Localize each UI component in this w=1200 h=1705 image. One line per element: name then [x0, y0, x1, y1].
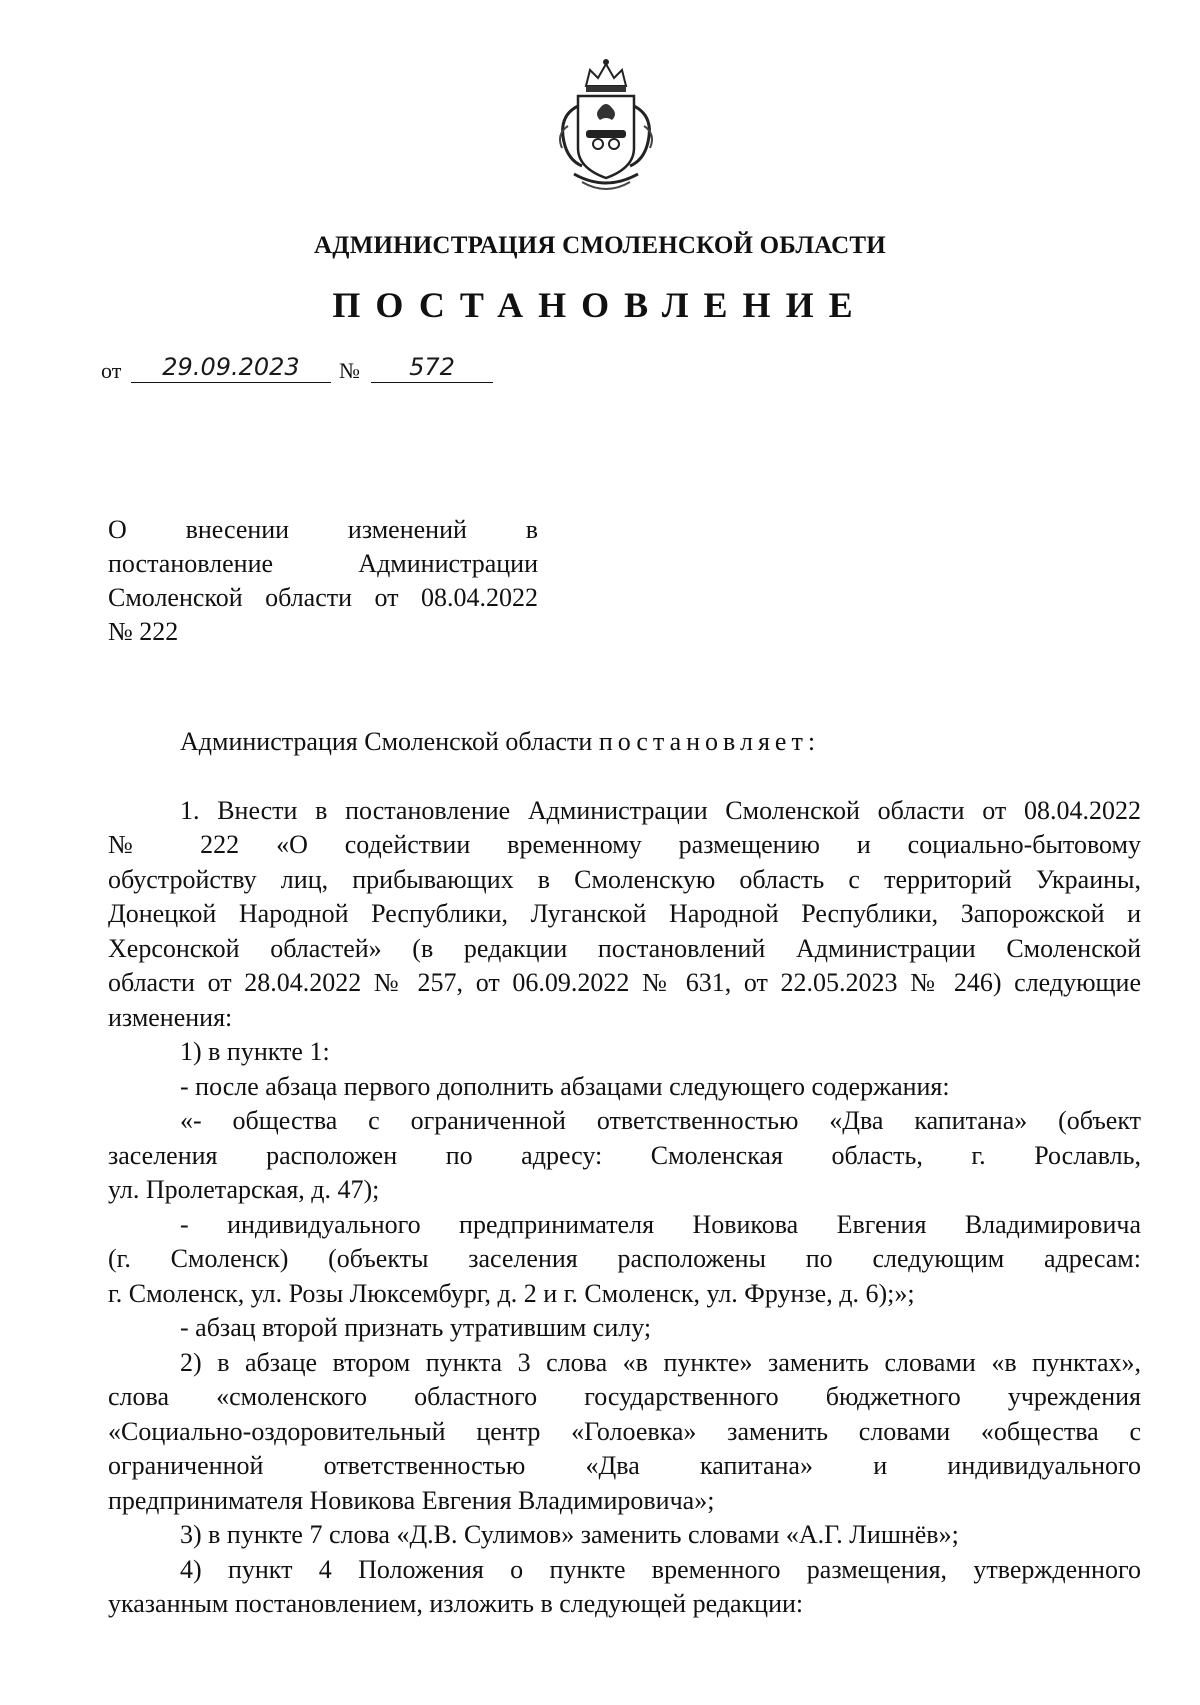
body-line: изменения: — [108, 1002, 233, 1032]
body-line: 2) в абзаце втором пункта 3 слова «в пункте» заменить словами «в пунктах», — [180, 1347, 1141, 1377]
coat-of-arms-icon — [548, 56, 664, 196]
body-line: г. Смоленск, ул. Розы Люксембург, д. 2 и г. Смоленск, ул. Фрунзе, д. 6);»; — [108, 1278, 915, 1308]
body-line: (г. Смоленск) (объекты заселения расположены по следующим адресам: — [108, 1244, 1141, 1273]
body-line: слова «смоленского областного государственного бюджетного учреждения — [108, 1382, 1141, 1411]
body-line: № 222 «О содействии временному размещению и социально-бытовому — [108, 830, 1141, 859]
date-label: от — [101, 358, 122, 383]
body-line: 4) пункт 4 Положения о пункте временного размещения, утвержденного — [180, 1554, 1141, 1584]
document-type-title: ПОСТАНОВЛЕНИЕ — [332, 285, 868, 325]
body-line: 1. Внести в постановление Администрации Смоленской области от 08.04.2022 — [180, 795, 1141, 825]
body-line: ул. Пролетарская, д. 47); — [108, 1175, 380, 1204]
body-line: предпринимателя Новикова Евгения Владимировича»; — [108, 1485, 715, 1515]
number-label: № — [339, 358, 360, 383]
handwritten-date: 29.09.2023 — [131, 352, 331, 383]
document-body — [108, 725, 1141, 1622]
subject-line: № 222 — [108, 617, 179, 646]
intro-spaced-word: постановляет: — [598, 727, 821, 756]
body-line: Донецкой Народной Республики, Луганской Народной Республики, Запорожской и — [108, 899, 1141, 928]
body-line: Херсонской областей» (в редакции постановлений Администрации Смоленской — [108, 933, 1141, 963]
body-line: «- общества с ограниченной ответственностью «Два капитана» (объект — [180, 1106, 1141, 1135]
body-line: - после абзаца первого дополнить абзацами следующего содержания: — [180, 1071, 950, 1101]
resolution-intro — [108, 725, 1141, 760]
body-line: - индивидуального предпринимателя Новикова Евгения Владимировича — [180, 1209, 1141, 1239]
subject-line: Смоленской области от 08.04.2022 — [108, 583, 538, 612]
body-line: 3) в пункте 7 слова «Д.В. Сулимов» заменить словами «А.Г. Лишнёв»; — [180, 1520, 959, 1549]
body-line: «Социально-оздоровительный центр «Голоевка» заменить словами «общества с — [108, 1416, 1141, 1446]
body-line: заселения расположен по адресу: Смоленская область, г. Рославль, — [108, 1140, 1141, 1170]
document-subject — [108, 513, 538, 649]
body-line: 1) в пункте 1: — [180, 1037, 330, 1066]
intro-text: Администрация Смоленской области — [180, 727, 599, 756]
body-line: - абзац второй признать утратившим силу; — [180, 1313, 652, 1342]
subject-line: О внесении изменений в — [108, 515, 538, 544]
document-meta — [101, 352, 701, 392]
subject-line: постановление Администрации — [108, 549, 538, 578]
body-line: обустройству лиц, прибывающих в Смоленскую область с территорий Украины, — [108, 864, 1141, 894]
body-line: ограниченной ответственностью «Два капитана» и индивидуального — [108, 1451, 1141, 1480]
body-line: указанным постановлением, изложить в следующей редакции: — [108, 1589, 804, 1618]
handwritten-number: 572 — [371, 352, 493, 383]
organization-title: АДМИНИСТРАЦИЯ СМОЛЕНСКОЙ ОБЛАСТИ — [314, 232, 886, 259]
body-line: области от 28.04.2022 № 257, от 06.09.2022 № 631, от 22.05.2023 № 246) следующие — [108, 968, 1141, 997]
